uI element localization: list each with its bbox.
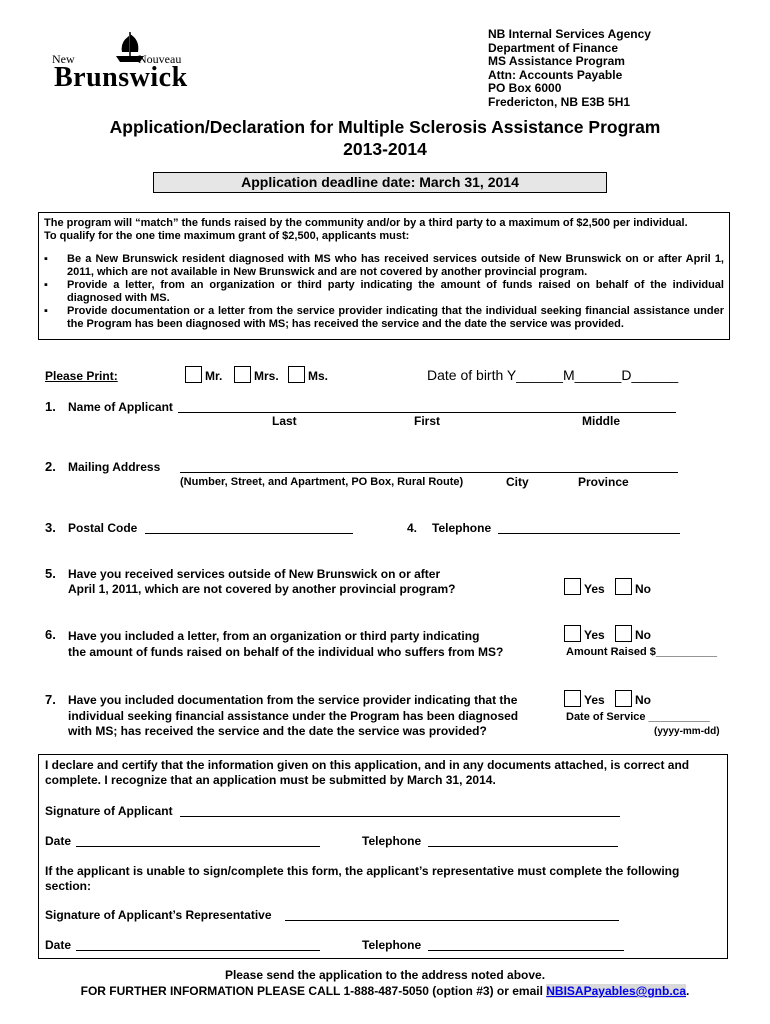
date-format-hint: (yyyy-mm-dd) xyxy=(654,726,720,737)
postal-code-input-line[interactable] xyxy=(145,533,353,534)
ms-label: Ms. xyxy=(308,369,329,383)
representative-note-line: If the applicant is unable to sign/complete this form, the applicant’s representative must complete the following xyxy=(45,864,680,878)
q3-label: Postal Code xyxy=(68,521,138,535)
q5-yes-checkbox[interactable] xyxy=(564,578,581,595)
eligibility-item: ▪ Provide a letter, from an organization or third party indicating the amount of funds raised on behalf of the individual diagnosed with MS. xyxy=(44,279,724,305)
address-line: Department of Finance xyxy=(488,40,619,55)
address-line: NB Internal Services Agency xyxy=(488,27,651,41)
q7-yes-label: Yes xyxy=(584,693,605,707)
q6-number: 6. xyxy=(45,627,56,642)
amount-raised-field[interactable]: Amount Raised $__________ xyxy=(566,646,718,658)
eligibility-intro: To qualify for the one time maximum grant of $2,500, applicants must: xyxy=(44,230,410,242)
eligibility-item: ▪ Be a New Brunswick resident diagnosed with MS who has received services outside of New Brunswick on or after April 1, 2011, which are not available in New Brunswick and are not covered by another provincial program. xyxy=(44,253,724,279)
rep-telephone-label: Telephone xyxy=(362,938,422,952)
email-link[interactable]: NBISAPayables@gnb.ca xyxy=(546,984,687,998)
province-label: Province xyxy=(578,475,629,489)
mrs-label: Mrs. xyxy=(254,369,279,383)
address-line: Fredericton, NB E3B 5H1 xyxy=(488,94,631,109)
date-input-line[interactable] xyxy=(76,846,320,847)
address-hint: (Number, Street, and Apartment, PO Box, Rural Route) xyxy=(180,476,464,488)
logo-nouveau: Nouveau xyxy=(138,52,182,66)
mailing-address-block xyxy=(488,28,651,110)
q6-text: Have you included a letter, from an organization or third party indicating xyxy=(68,629,480,643)
applicant-signature-line[interactable] xyxy=(180,816,620,817)
q5-text: April 1, 2011, which are not covered by another provincial program? xyxy=(68,582,456,596)
footer xyxy=(0,967,770,999)
q1-label: Name of Applicant xyxy=(68,400,173,414)
date-label: Date xyxy=(45,834,72,848)
q7-text: with MS; has received the service and the date the service was provided? xyxy=(68,724,487,738)
footer-contact xyxy=(0,983,770,999)
middle-name-label: Middle xyxy=(582,414,620,428)
eligibility-intro: The program will “match” the funds raised by the community and/or by a third party to a maximum of $2,500 per individual. xyxy=(44,217,688,229)
ms-checkbox[interactable] xyxy=(288,366,305,383)
q6-text: the amount of funds raised on behalf of the individual who suffers from MS? xyxy=(68,645,504,659)
q2-label: Mailing Address xyxy=(68,460,161,474)
q3-number: 3. xyxy=(45,520,56,535)
name-input-line[interactable] xyxy=(178,412,676,413)
address-line: PO Box 6000 xyxy=(488,81,562,96)
q2-number: 2. xyxy=(45,459,56,474)
rep-date-label: Date xyxy=(45,938,72,952)
declaration-line: complete. I recognize that an application must be submitted by March 31, 2014. xyxy=(45,773,496,787)
footer-contact-text: FOR FURTHER INFORMATION PLEASE CALL 1-888-487-5050 (option #3) or email xyxy=(80,984,547,998)
address-line: MS Assistance Program xyxy=(488,54,625,69)
mr-checkbox[interactable] xyxy=(185,366,202,383)
date-of-service-field[interactable]: Date of Service __________ xyxy=(566,711,710,723)
q5-text: Have you received services outside of New Brunswick on or after xyxy=(68,567,441,581)
logo-brunswick: Brunswick xyxy=(54,62,188,93)
address-line: Attn: Accounts Payable xyxy=(488,67,623,82)
please-print-label: Please Print: xyxy=(45,369,118,383)
footer-send-note: Please send the application to the address noted above. xyxy=(224,968,546,982)
representative-note xyxy=(45,864,679,894)
q7-no-checkbox[interactable] xyxy=(615,690,632,707)
rep-date-input-line[interactable] xyxy=(76,950,320,951)
telephone-input-line[interactable] xyxy=(498,533,680,534)
mr-label: Mr. xyxy=(205,369,223,383)
representative-signature-line[interactable] xyxy=(285,920,619,921)
q6-no-label: No xyxy=(635,628,651,642)
q6-question xyxy=(68,628,503,660)
declaration-telephone-line[interactable] xyxy=(428,846,618,847)
q7-no-label: No xyxy=(635,693,651,707)
page-title xyxy=(0,116,770,160)
representative-signature-label: Signature of Applicant’s Representative xyxy=(45,908,272,922)
eligibility-box xyxy=(38,212,730,340)
q6-yes-label: Yes xyxy=(584,628,605,642)
eligibility-item: ▪ Provide documentation or a letter from the service provider indicating that the individual seeking financial assistance under the Program has been diagnosed with MS; has received the service and the date the service was provided. xyxy=(44,305,724,331)
city-label: City xyxy=(506,475,529,489)
q4-label: Telephone xyxy=(432,521,492,535)
q5-question xyxy=(68,567,455,597)
representative-note-line: section: xyxy=(45,879,92,893)
q5-no-checkbox[interactable] xyxy=(615,578,632,595)
rep-telephone-line[interactable] xyxy=(428,950,624,951)
q5-number: 5. xyxy=(45,566,56,581)
telephone-label: Telephone xyxy=(362,834,422,848)
q5-yes-label: Yes xyxy=(584,582,605,596)
deadline-box xyxy=(153,172,607,193)
applicant-signature-label: Signature of Applicant xyxy=(45,804,173,818)
title-year: 2013-2014 xyxy=(343,139,427,159)
address-input-line[interactable] xyxy=(180,472,678,473)
q7-text: individual seeking financial assistance under the Program has been diagnosed xyxy=(68,708,519,723)
deadline-text: Application deadline date: March 31, 2014 xyxy=(241,174,519,190)
q4-number: 4. xyxy=(407,521,418,535)
q7-yes-checkbox[interactable] xyxy=(564,690,581,707)
q5-no-label: No xyxy=(635,582,651,596)
title-line: Application/Declaration for Multiple Sclerosis Assistance Program xyxy=(109,117,661,137)
q7-text: Have you included documentation from the service provider indicating that the xyxy=(68,693,518,707)
q7-question xyxy=(68,693,518,740)
q6-yes-checkbox[interactable] xyxy=(564,625,581,642)
q1-number: 1. xyxy=(45,399,56,414)
nb-logo xyxy=(52,30,202,93)
last-name-label: Last xyxy=(272,414,297,428)
footer-period: . xyxy=(686,984,690,998)
q7-number: 7. xyxy=(45,692,56,707)
mrs-checkbox[interactable] xyxy=(234,366,251,383)
declaration-text xyxy=(45,758,689,788)
date-of-birth-field[interactable]: Date of birth Y______M______D______ xyxy=(427,367,679,383)
logo-new: New xyxy=(52,52,75,66)
declaration-line: I declare and certify that the information given on this application, and in any documents attached, is correct and xyxy=(45,758,690,772)
q6-no-checkbox[interactable] xyxy=(615,625,632,642)
first-name-label: First xyxy=(414,414,441,428)
